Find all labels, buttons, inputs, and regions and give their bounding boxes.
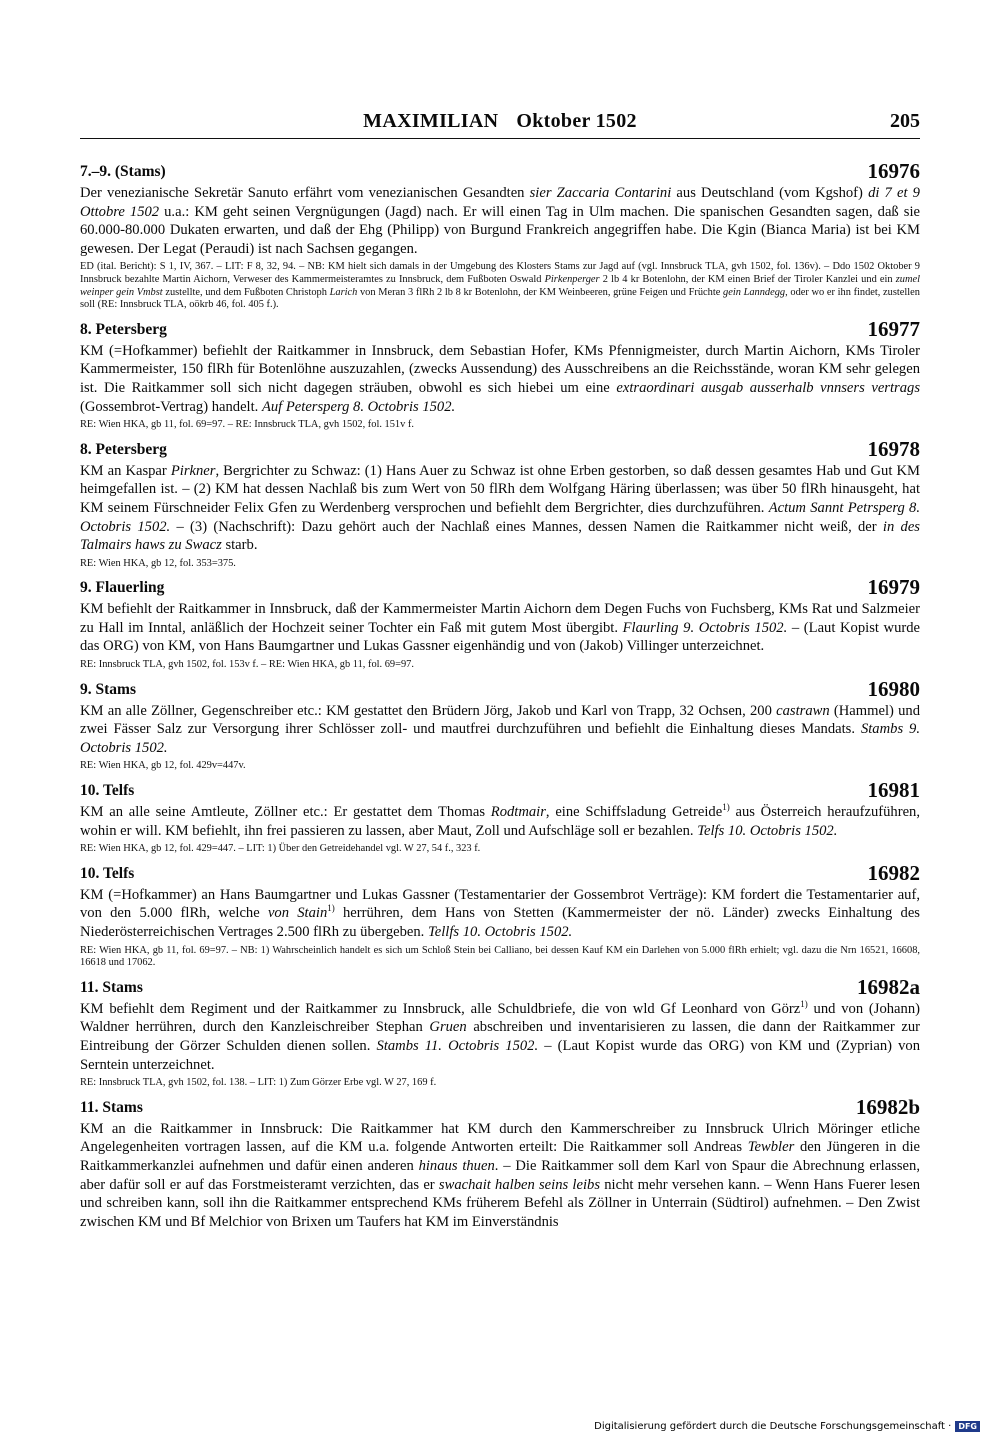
text-run: , oder wo er ihn findet, zustellen soll (RE: Innsbruck TLA, oökrb 46, fol. 405 f.). [80, 286, 920, 311]
text-run: RE: Wien HKA, gb 12, fol. 353=375. [80, 557, 236, 569]
regest-entry [80, 779, 920, 856]
entry-source-note [80, 843, 920, 856]
entry-number: 16981 [867, 778, 920, 803]
entry-body [80, 462, 920, 555]
text-run: RE: Innsbruck TLA, gvh 1502, fol. 138. – LIT: 1) Zum Görzer Erbe vgl. W 27, 169 f. [80, 1077, 437, 1089]
italic-run: zumel weinper gein Vmbst [80, 273, 920, 298]
regest-entry [80, 438, 920, 571]
entry-number: 16976 [867, 159, 920, 183]
running-title-ruler: MAXIMILIAN [363, 110, 499, 132]
text-run: KM an alle seine Amtleute, Zöllner etc.: Er gestattet dem Thomas [80, 804, 491, 821]
italic-run: Telfs 10. Octobris 1502. [697, 822, 838, 839]
italic-run: Stambs 9. Octobris 1502. [80, 721, 921, 756]
text-run: von Meran 3 flRh 2 lb 8 kr Botenlohn, der KM Weinbeeren, grüne Feigen und Früchte [357, 286, 724, 298]
entry-body [80, 342, 920, 416]
text-run: KM (=Hofkammer) befiehlt der Raitkammer in Innsbruck, dem Sebastian Hofer, KMs Pfennigmeister, durch Martin Aichorn, KMs Tiroler Kammermeister, 150 flRh für Botenlöhne auszuzahlen, (zwecks Aussendung) des Ausschreibens an die Reichsstände, woran KM sehr gelegen ist. Die Raitkammer soll sich nicht dagegen sträuben, obwohl es sich hiebei um eine [80, 342, 920, 396]
entry-source-note [80, 659, 920, 672]
text-run: RE: Wien HKA, gb 12, fol. 429v=447v. [80, 760, 246, 772]
text-run: RE: Innsbruck TLA, gvh 1502, fol. 153v f. – RE: Wien HKA, gb 11, fol. 69=97. [80, 659, 414, 671]
entry-body [80, 600, 920, 656]
footer-text: Digitalisierung gefördert durch die Deutsche Forschungsgemeinschaft · [594, 1420, 952, 1432]
italic-run: extraordinari ausgab ausserhalb vnnsers vertrags [616, 379, 920, 396]
italic-run: Rodtmair [490, 804, 546, 821]
regest-entry [80, 318, 920, 432]
text-run: – (3) (Nachschrift): Dazu gehört auch der Nachlaß eines Mannes, dessen Namen die Raitkammer nicht weiß, der [170, 518, 883, 535]
italic-run: gein Lanndegg [723, 286, 786, 298]
text-run: aus Deutschland (vom Kgshof) [671, 185, 869, 201]
entry-number: 16980 [867, 676, 920, 701]
text-run: KM an die Raitkammer in Innsbruck: Die Raitkammer hat KM durch den Kammerschreiber zu Innsbruck Ulrich Möringer etliche Angelegenheiten vortragen lassen, auf die KM u.a. folgende Antworten erteilt: Die Raitkammer soll Andreas [80, 1120, 920, 1156]
italic-run: Auf Petersperg 8. Octobris 1502. [261, 398, 456, 415]
italic-run: von Stain [267, 905, 328, 922]
regest-entry [80, 576, 920, 671]
italic-run: Tellfs 10. Octobris 1502. [427, 924, 573, 940]
entry-number: 16977 [867, 316, 920, 341]
entry-date-place: 7.–9. (Stams) [80, 163, 166, 180]
italic-run: Tewbler [747, 1139, 795, 1156]
text-run: und von (Johann) Waldner herrühren, durch den Kanzleischreiber Stephan [80, 1000, 920, 1036]
entry-heading [80, 976, 920, 998]
text-run: herrühren, dem Hans von Stetten (Kammermeister der nö. Länder) zwecks Einhaltung des Niederösterreichischen Vertrages 2.500 flRh zu übergeben. [80, 905, 920, 940]
text-run: . – Die Raitkammer soll dem Karl von Spaur die Abrechnung erlassen, aber dafür soll er auf das Forstmeisteramt verzichten, das er [80, 1157, 920, 1193]
entry-body [80, 886, 920, 942]
text-run: RE: Wien HKA, gb 12, fol. 429=447. – LIT: 1) Über den Getreidehandel vgl. W 27, 54 f., 323 f. [80, 843, 481, 855]
entry-date-place: 11. Stams [80, 978, 143, 996]
text-run: u.a.: KM geht seinen Vergnügungen (Jagd) nach. Er will einen Tag in Ulm machen. Die spanischen Gesandten sagen, daß sie 60.000-80.000 Dukaten erwarten, und daß der Ehg (Philipp) von Burgund Frankreich angegriffen habe. Die Kgin (Bianca Maria) ist bei KM gewesen. Der Legat (Peraudi) ist nach Sachsen gegangen. [80, 203, 920, 257]
regest-entry [80, 678, 920, 773]
entry-source-note [80, 1077, 920, 1090]
entry-source-note [80, 760, 920, 773]
text-run: , eine Schiffsladung Getreide [545, 804, 723, 821]
italic-run: castrawn [776, 702, 830, 719]
regest-entry [80, 976, 920, 1090]
entries-list [80, 160, 920, 1237]
running-head [80, 108, 920, 139]
text-run: den Jüngeren in die Raitkammerkanzlei aufnehmen und dafür einen anderen [80, 1139, 920, 1174]
italic-run: Gruen [429, 1019, 467, 1036]
italic-run: Actum Sannt Petrsperg 8. Octobris 1502. [80, 499, 920, 535]
entry-heading [80, 779, 920, 801]
entry-heading [80, 576, 920, 598]
text-run: KM an Kaspar [80, 462, 171, 479]
text-run: ED (ital. Bericht): S 1, IV, 367. – LIT: F 8, 32, 94. – NB: KM hielt sich damals in der Umgebung des Klosters Stams zur Jagd auf (vgl. Innsbruck TLA, gvh 1502, fol. 136v). – Ddo 1502 Oktober 9 Innsbruck bezahlte Martin Aichorn, Verweser des Kammermeisteramtes zu Innsbruck, dem Fußboten Oswald [80, 261, 920, 285]
entry-heading [80, 862, 920, 884]
entry-source-note [80, 261, 920, 311]
entry-number: 16979 [867, 575, 920, 600]
entry-heading [80, 1096, 920, 1118]
regest-entry [80, 1096, 920, 1232]
italic-run: in des Talmairs haws zu Swacz [80, 518, 920, 554]
text-run: Der venezianische Sekretär Sanuto erfährt vom venezianischen Gesandten [80, 185, 530, 201]
entry-number: 16978 [867, 436, 920, 461]
page-number: 205 [890, 110, 920, 132]
text-run: – (Laut Kopist wurde das ORG) von KM, von Hans Baumgartner und Lukas Gassner eigenhändig und von (Jakob) Villinger unterzeichnet. [80, 619, 921, 655]
italic-run: hinaus thuen [418, 1157, 495, 1174]
text-run: zustellte, und dem Fußboten Christoph [162, 286, 330, 298]
text-run: abschreiben und inventarisieren zu lassen, die dann der Raitkammer zur Eintreibung der Görzer Schulden dienen sollen. [80, 1019, 920, 1054]
italic-run: sier Zaccaria Contarini [529, 185, 672, 201]
entry-heading [80, 438, 920, 460]
footnote-mark: 1) [800, 998, 808, 1009]
text-run: (Gossembrot-Vertrag) handelt. [80, 398, 262, 415]
entry-date-place: 10. Telfs [80, 782, 135, 800]
entry-source-note [80, 558, 920, 571]
text-run: nicht mehr versehen kann. – Wenn Hans Fuerer lesen und schreiben kann, soll ihn die Raitkammer entsprechend KMs früherem Befehl als Zöllner in Unterrain (Südtirol) aufnehmen. – Den Zwist zwischen KM und Bf Melchior von Brixen um Taufers hat KM im Einverständnis [80, 1176, 921, 1230]
entry-date-place: 9. Flauerling [80, 579, 165, 597]
entry-number: 16982a [857, 974, 920, 999]
entry-body [80, 803, 920, 840]
italic-run: Larich [329, 286, 358, 298]
footer-credit [594, 1418, 980, 1434]
entry-heading [80, 678, 920, 700]
text-run: , Bergrichter zu Schwaz: (1) Hans Auer zu Schwaz ist ohne Erben gestorben, so daß dessen gesamtes Hab und Gut KM heimgefallen ist. – (2) KM hat dessen Nachlaß bis zum Wert von 50 flRh dem Wolfgang Häring überlassen; was über 50 flRh hinausgeht, hat KM seinem Fürschneider Felix Gfen zu Werdenberg versprochen und befiehlt dem Bergrichter, dies durchzuführen. [80, 462, 920, 516]
entry-body [80, 1120, 920, 1232]
italic-run: Stambs 11. Octobris 1502. [376, 1037, 539, 1054]
entry-body [80, 184, 920, 258]
footnote-mark: 1) [327, 903, 335, 914]
text-run: 2 lb 4 kr Botenlohn, der KM einen Brief der Tiroler Kanzlei und ein [599, 273, 896, 285]
dfg-logo: DFG [955, 1421, 980, 1432]
entry-date-place: 8. Petersberg [80, 440, 167, 458]
text-run: KM befiehlt der Raitkammer in Innsbruck, daß der Kammermeister Martin Aichorn dem Degen Fuchs von Fuchsberg, KMs Rat und Salzmeier zu Hall im Inntal, anläßlich der Hochzeit seiner Tochter ein Faß mit gutem Most übergibt. [80, 601, 920, 636]
text-run: KM (=Hofkammer) an Hans Baumgartner und Lukas Gassner (Testamentarier der Gossembrot Verträge): KM fordert die Testamentarier auf, von den 5.000 flRh, welche [80, 886, 920, 922]
entry-date-place: 9. Stams [80, 680, 136, 698]
text-run: aus Österreich heraufzuführen, wohin er will. KM befiehlt, ihn frei passieren zu lassen, aber Maut, Zoll und Aufschläge soll er bezahlen. [80, 804, 920, 839]
italic-run: swachait halben seins leibs [438, 1176, 600, 1193]
entry-date-place: 10. Telfs [80, 864, 135, 882]
footnote-mark: 1) [722, 802, 730, 813]
text-run: – (Laut Kopist wurde das ORG) von KM und (Zyprian) von Serntein unterzeichnet. [80, 1037, 920, 1073]
entry-heading [80, 318, 920, 340]
text-run: RE: Wien HKA, gb 11, fol. 69=97. – RE: Innsbruck TLA, gvh 1502, fol. 151v f. [80, 419, 414, 431]
italic-run: Pirkner [170, 462, 216, 479]
regest-entry [80, 160, 920, 312]
italic-run: Pirkenperger [544, 273, 600, 285]
entry-body [80, 702, 920, 758]
regest-entry [80, 862, 920, 970]
entry-source-note [80, 419, 920, 432]
text-run: RE: Wien HKA, gb 11, fol. 69=97. – NB: 1) Wahrscheinlich handelt es sich um Schloß Stein bei Calliano, bei dessen Kauf KM ein Darlehen von 5.000 flRh erhielt; vgl. dazu die Nrn 16521, 16608, 16618 und 17062. [80, 944, 920, 969]
text-run: starb. [221, 537, 258, 554]
entry-heading [80, 160, 920, 182]
text-run: KM befiehlt dem Regiment und der Raitkammer zu Innsbruck, alle Schuldbriefe, die von wld Gf Leonhard von Görz [80, 1000, 801, 1017]
italic-run: di 7 et 9 Ottobre 1502 [80, 185, 920, 220]
entry-date-place: 11. Stams [80, 1098, 143, 1116]
italic-run: Flaurling 9. Octobris 1502. [622, 619, 788, 636]
entry-number: 16982b [855, 1094, 920, 1119]
text-run: KM an alle Zöllner, Gegenschreiber etc.: KM gestattet den Brüdern Jörg, Jakob und Karl von Trapp, 32 Ochsen, 200 [80, 702, 777, 719]
running-title [80, 110, 920, 133]
entry-number: 16982 [867, 860, 920, 885]
entry-body [80, 1000, 920, 1074]
entry-source-note [80, 945, 920, 970]
running-title-date: Oktober 1502 [516, 110, 637, 132]
text-run: (Hammel) und zwei Fässer Salz zur Versorgung ihrer Schlösser zoll- und mautfrei durchzuführen und befiehlt die Einhaltung dieses Mandats. [80, 702, 920, 738]
entry-date-place: 8. Petersberg [80, 320, 167, 338]
